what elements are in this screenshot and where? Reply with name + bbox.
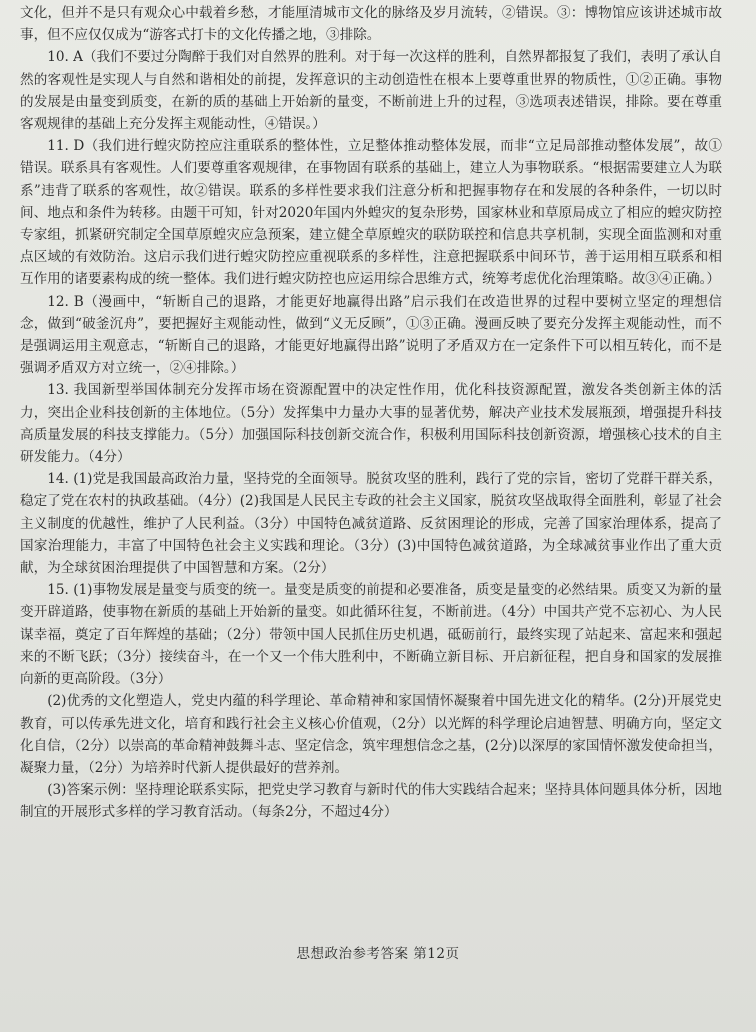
answer-paragraph-continuation: 文化，但并不是只有观众心中载着乡愁，才能厘清城市文化的脉络及岁月流转，②错误。③：博物馆应该讲述城市故事，但不应仅仅成为“游客式打卡的文化传播之地，③排除。	[20, 5, 722, 44]
answer-paragraph-11: 11. D（我们进行蝗灾防控应注重联系的整体性，立足整体推动整体发展，而非“立足局部推动整体发展”，故①错误。联系具有客观性。人们要尊重客观规律，在事物固有联系的基础上，建立人为事物联系。“根据需要建立人为联系”违背了联系的客观性，故②错误。联系的多样性要求我们注意分析和把握事物存在和发展的各种条件，一切以时间、地点和条件为转移。由题干可知，针对2020年国内外蝗灾的复杂形势，国家林业和草原局成立了相应的蝗灾防控专家组，抓紧研究制定全国草原蝗灾应急预案，建立健全草原蝗灾的联防联控和信息共享机制，实现全面监测和对重点区域的有效防治。这启示我们进行蝗灾防控应重视联系的多样性，注意把握联系中间环节，善于运用相互联系和相互作用的诸要素构成的统一整体。我们进行蝗灾防控也应运用综合思维方式，统筹考虑优化治理策略。故③④正确。）	[20, 138, 722, 288]
answer-paragraph-10: 10. A（我们不要过分陶醉于我们对自然界的胜利。对于每一次这样的胜利，自然界都报复了我们，表明了承认自然的客观性是实现人与自然和谐相处的前提，发挥意识的主动创造性在根本上要尊重世界的物质性，①②正确。事物的发展是由量变到质变，在新的质的基础上开始新的量变，不断前进上升的过程，③选项表述错误，排除。要在尊重客观规律的基础上充分发挥主观能动性，④错误。）	[20, 49, 722, 133]
answer-paragraph-13: 13. 我国新型举国体制充分发挥市场在资源配置中的决定性作用，优化科技资源配置，激发各类创新主体的活力，突出企业科技创新的主体地位。（5分）发挥集中力量办大事的显著优势，解决产业技术发展瓶颈，增强提升科技高质量发展的科技支撑能力。（5分）加强国际科技创新交流合作，积极利用国际科技创新资源，增强核心技术的自主研发能力。（4分）	[20, 382, 722, 466]
footer-page-number: 第12页	[413, 946, 460, 962]
answer-paragraph-15-1: 15. (1)事物发展是量变与质变的统一。量变是质变的前提和必要准备，质变是量变的必然结果。质变又为新的量变开辟道路，使事物在新质的基础上开始新的量变。如此循环往复，不断前进。（4分）中国共产党不忘初心、为人民谋幸福，奠定了百年辉煌的基础；（2分）带领中国人民抓住历史机遇，砥砺前行，最终实现了站起来、富起来和强起来的不断飞跃；（3分）接续奋斗，在一个又一个伟大胜利中，不断确立新目标、开启新征程，把自身和国家的发展推向新的更高阶段。（3分）	[20, 582, 722, 688]
answer-paragraph-15-3: (3)答案示例：坚持理论联系实际，把党史学习教育与新时代的伟大实践结合起来；坚持具体问题具体分析，因地制宜的开展形式多样的学习教育活动。（每条2分，不超过4分）	[20, 782, 722, 821]
answer-text-body	[20, 2, 722, 824]
page-footer	[0, 942, 756, 962]
answer-paragraph-12: 12. B（漫画中，“斩断自己的退路，才能更好地赢得出路”启示我们在改造世界的过程中要树立坚定的理想信念，做到“破釜沉舟”，要把握好主观能动性，做到“义无反顾”，①③正确。漫画反映了要充分发挥主观能动性，而不是强调运用主观意志，“斩断自己的退路，才能更好地赢得出路”说明了矛盾双方在一定条件下可以相互转化，而不是强调矛盾双方对立统一，②④排除。）	[20, 293, 722, 377]
answer-paragraph-14: 14. (1)党是我国最高政治力量，坚持党的全面领导。脱贫攻坚的胜利，践行了党的宗旨，密切了党群干群关系，稳定了党在农村的执政基础。（4分）(2)我国是人民民主专政的社会主义国家，脱贫攻坚战取得全面胜利，彰显了社会主义制度的优越性，维护了人民利益。（3分）中国特色减贫道路、反贫困理论的形成，完善了国家治理体系，提高了国家治理能力，丰富了中国特色社会主义实践和理论。（3分）(3)中国特色减贫道路，为全球减贫事业作出了重大贡献，为全球贫困治理提供了中国智慧和方案。（2分）	[20, 471, 722, 577]
answer-paragraph-15-2: (2)优秀的文化塑造人，党史内蕴的科学理论、革命精神和家国情怀凝聚着中国先进文化的精华。(2分)开展党史教育，可以传承先进文化，培育和践行社会主义核心价值观，（2分）以光辉的科学理论启迪智慧、明确方向，坚定文化自信，（2分）以崇高的革命精神鼓舞斗志、坚定信念，筑牢理想信念之基，(2分)以深厚的家国情怀激发使命担当，凝聚力量，（2分）为培养时代新人提供最好的营养剂。	[20, 693, 722, 776]
footer-subject-label: 思想政治参考答案	[296, 946, 409, 962]
